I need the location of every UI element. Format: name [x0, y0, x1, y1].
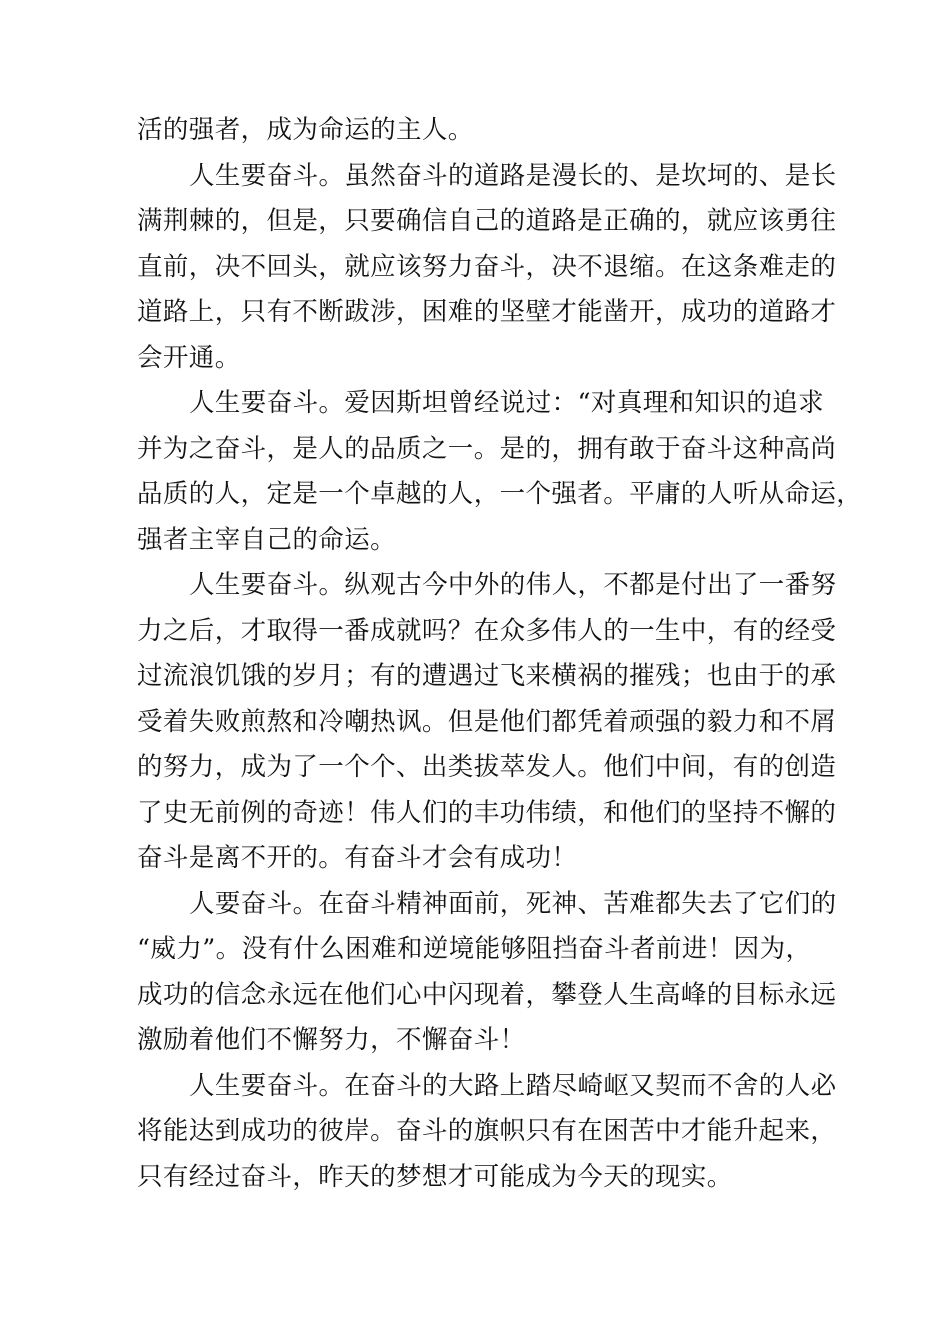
- text-line: 只有经过奋斗，昨天的梦想才可能成为今天的现实。: [137, 1161, 733, 1192]
- text-line: 力之后，才取得一番成就吗？在众多伟人的一生中，有的经受: [137, 615, 837, 646]
- text-line: 成功的信念永远在他们心中闪现着，攀登人生高峰的目标永远: [137, 979, 837, 1010]
- text-line: 活的强者，成为命运的主人。: [137, 115, 474, 145]
- text-line: 人生要奋斗。纵观古今中外的伟人，不都是付出了一番努: [189, 570, 837, 600]
- essay-body: [137, 108, 863, 1200]
- text-line: 人生要奋斗。虽然奋斗的道路是漫长的、是坎坷的、是长: [189, 160, 837, 191]
- text-line: 受着失败煎熬和冷嘲热讽。但是他们都凭着顽强的毅力和不屑: [137, 706, 837, 737]
- text-line: 激励着他们不懈努力，不懈奋斗！: [137, 1025, 526, 1055]
- text-line: 将能达到成功的彼岸。奋斗的旗帜只有在困苦中才能升起来，: [137, 1116, 837, 1146]
- text-line: 人要奋斗。在奋斗精神面前，死神、苦难都失去了它们的: [189, 888, 837, 919]
- text-line: 过流浪饥饿的岁月；有的遭遇过飞来横祸的摧残；也由于的承: [137, 661, 837, 691]
- text-line: 人生要奋斗。在奋斗的大路上踏尽崎岖又契而不舍的人必: [189, 1070, 837, 1101]
- text-line: 并为之奋斗，是人的品质之一。是的，拥有敢于奋斗这种高尚: [137, 433, 837, 464]
- text-line: 品质的人，定是一个卓越的人，一个强者。平庸的人听从命运，: [137, 479, 863, 509]
- text-line: “威力”。没有什么困难和逆境能够阻挡奋斗者前进！因为，: [137, 934, 812, 964]
- text-line: 直前，决不回头，就应该努力奋斗，决不退缩。在这条难走的: [137, 251, 837, 282]
- text-line: 了史无前例的奇迹！伟人们的丰功伟绩，和他们的坚持不懈的: [137, 797, 837, 828]
- text-line: 满荆棘的，但是，只要确信自己的道路是正确的，就应该勇往: [137, 206, 837, 236]
- text-line: 奋斗是离不开的。有奋斗才会有成功！: [137, 843, 578, 873]
- text-line: 的努力，成为了一个个、出类拔萃发人。他们中间，有的创造: [137, 752, 837, 782]
- text-line: 强者主宰自己的命运。: [137, 524, 397, 555]
- text-line: 人生要奋斗。爱因斯坦曾经说过：“对真理和知识的追求: [189, 388, 825, 418]
- text-line: 会开通。: [137, 342, 241, 373]
- text-line: 道路上，只有不断跋涉，困难的坚壁才能凿开，成功的道路才: [137, 297, 837, 327]
